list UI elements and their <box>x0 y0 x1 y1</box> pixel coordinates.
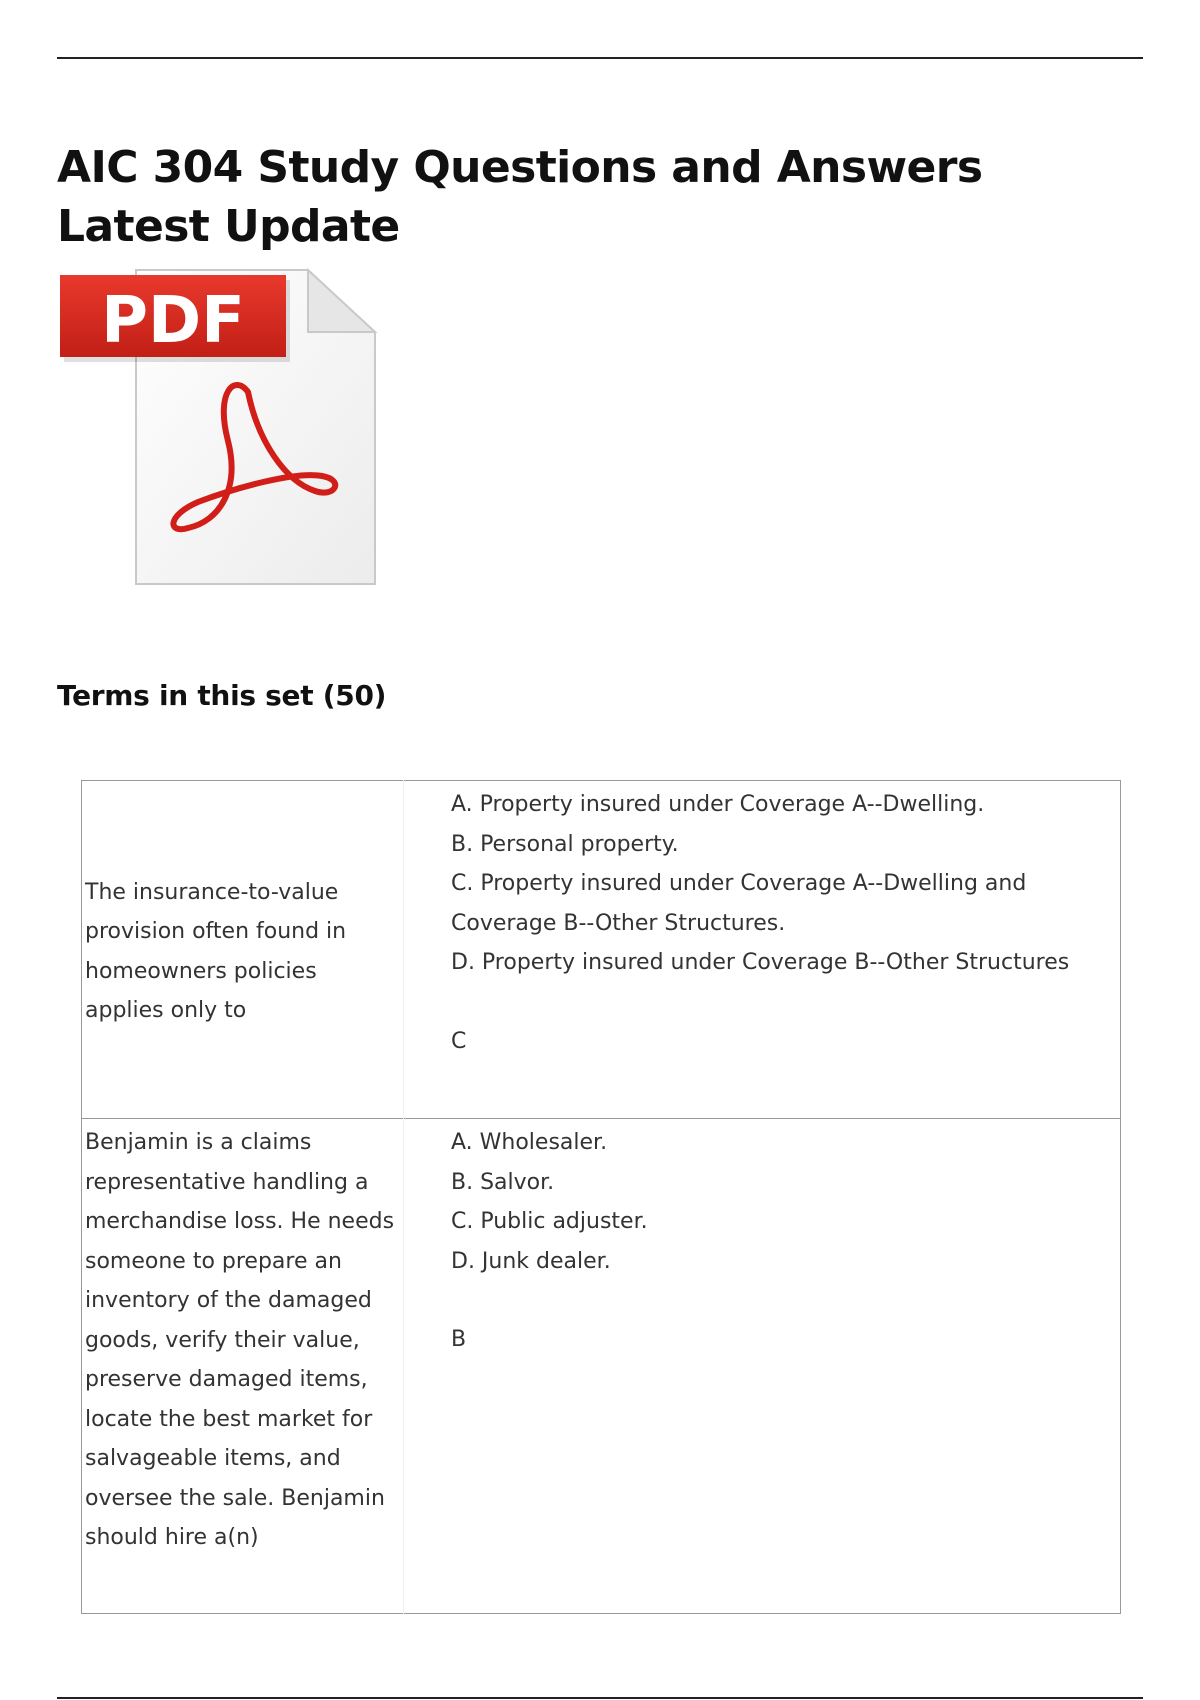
option-c: C. Property insured under Coverage A--Dwelling and Coverage B--Other Structures. <box>451 871 1034 936</box>
term-text: Benjamin is a claims representative handling a merchandise loss. He needs someone to prepare an inventory of the damaged goods, verify their value, preserve damaged items, locate the best market for salvageable items, and oversee the sale. Benjamin should hire a(n) <box>85 1130 402 1550</box>
answer: B <box>451 1327 467 1352</box>
table-row <box>82 781 1121 1119</box>
option-a: A. Property insured under Coverage A--Dwelling. <box>451 792 985 817</box>
answer: C <box>451 1028 467 1054</box>
bottom-rule <box>57 1697 1143 1699</box>
pdf-badge-label: PDF <box>101 284 245 358</box>
table-row <box>82 1119 1121 1614</box>
pdf-file-icon <box>60 266 380 596</box>
pdf-page-fold <box>308 270 375 332</box>
term-text: The insurance-to-value provision often found in homeowners policies applies only to <box>85 879 354 1023</box>
document-title: AIC 304 Study Questions and Answers Latest Update <box>57 142 983 252</box>
option-a: A. Wholesaler. <box>451 1130 608 1155</box>
term-cell <box>82 781 404 1119</box>
option-d: D. Junk dealer. <box>451 1248 611 1274</box>
option-d: D. Property insured under Coverage B--Other Structures <box>451 950 1070 975</box>
terms-table <box>81 780 1121 1614</box>
definition-cell <box>404 781 1121 1119</box>
definition-cell <box>404 1119 1121 1614</box>
option-c: C. Public adjuster. <box>451 1209 648 1234</box>
option-b: B. Salvor. <box>451 1169 555 1195</box>
term-cell <box>82 1119 404 1614</box>
option-b: B. Personal property. <box>451 831 679 857</box>
top-rule <box>57 57 1143 59</box>
terms-heading: Terms in this set (50) <box>57 679 387 712</box>
